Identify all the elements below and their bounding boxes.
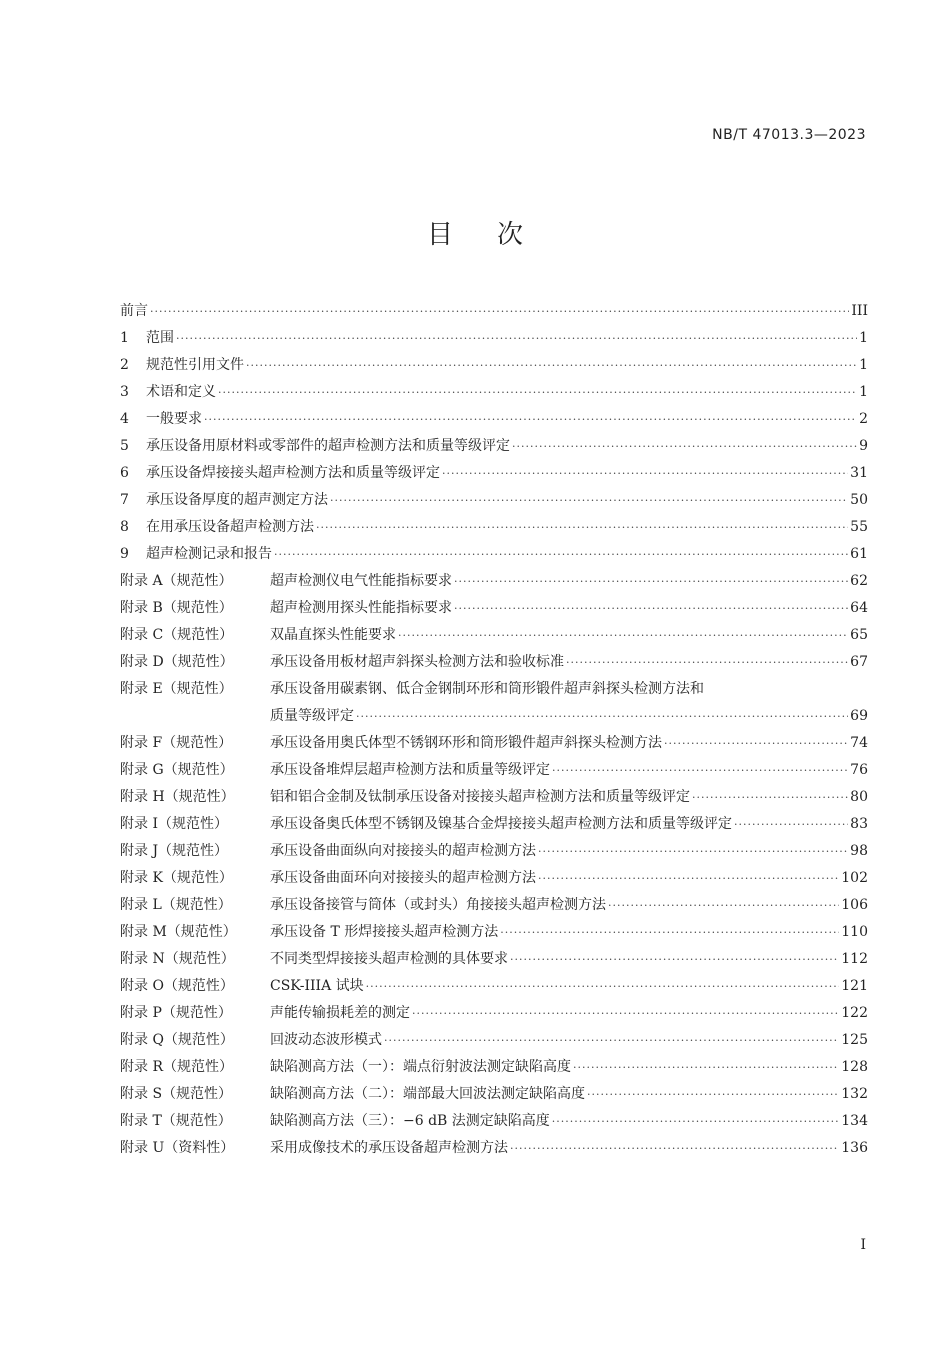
toc-entry-appendix-label: 附录 O（规范性）: [120, 978, 234, 994]
page-title: 目次: [426, 220, 567, 250]
toc-leader-dots: [398, 622, 848, 649]
toc-leader-dots: [664, 730, 848, 757]
page-number: I: [860, 1237, 866, 1253]
toc-entry-page: 121: [841, 978, 868, 994]
toc-entry-appendix-label: 附录 D（规范性）: [120, 654, 234, 670]
toc-entry-number: 6: [120, 465, 129, 481]
toc-entry-page: 110: [841, 924, 868, 940]
toc-entry-page: 132: [841, 1086, 868, 1102]
toc-leader-dots: [734, 811, 848, 838]
toc-entry[interactable]: [120, 379, 868, 406]
toc-entry[interactable]: [120, 757, 868, 784]
toc-entry-page: 102: [841, 870, 868, 886]
toc-leader-dots: [442, 460, 848, 487]
toc-entry-page: 31: [850, 465, 868, 481]
toc-leader-dots: [204, 406, 857, 433]
toc-entry-page: 112: [841, 951, 868, 967]
toc-entry-page: 83: [850, 816, 868, 832]
toc-entry-number: 8: [120, 519, 129, 535]
toc-entry[interactable]: [120, 838, 868, 865]
toc-leader-dots: [538, 865, 839, 892]
toc-entry[interactable]: [120, 298, 868, 325]
toc-entry-title: 承压设备接管与筒体（或封头）角接接头超声检测方法: [270, 897, 606, 913]
toc-leader-dots: [454, 568, 848, 595]
toc-entry-appendix-label: 附录 L（规范性）: [120, 897, 232, 913]
toc-entry-page: 1: [859, 357, 868, 373]
toc-entry-appendix-label: 附录 S（规范性）: [120, 1086, 233, 1102]
toc-entry-title: 承压设备奥氏体型不锈钢及镍基合金焊接接头超声检测方法和质量等级评定: [270, 816, 732, 832]
toc-leader-dots: [316, 514, 848, 541]
toc-entry-page: 1: [859, 330, 868, 346]
toc-leader-dots: [500, 919, 839, 946]
toc-leader-dots: [218, 379, 857, 406]
toc-entry[interactable]: [120, 676, 868, 730]
toc-leader-dots: [510, 1135, 839, 1162]
toc-entry-page: 122: [841, 1005, 868, 1021]
toc-leader-dots: [176, 325, 857, 352]
toc-entry[interactable]: [120, 622, 868, 649]
toc-entry-appendix-label: 附录 J（规范性）: [120, 843, 229, 859]
toc-entry-title: 承压设备曲面纵向对接接头的超声检测方法: [270, 843, 536, 859]
toc-entry-number: 7: [120, 492, 129, 508]
toc-entry-title: 承压设备焊接接头超声检测方法和质量等级评定: [146, 465, 440, 481]
toc-entry-appendix-label: 附录 E（规范性）: [120, 681, 233, 697]
toc-entry[interactable]: [120, 595, 868, 622]
toc-entry-title: 缺陷测高方法（二）：端部最大回波法测定缺陷高度: [270, 1086, 585, 1102]
toc-leader-dots: [384, 1027, 839, 1054]
toc-entry-title: 在用承压设备超声检测方法: [146, 519, 314, 535]
toc-leader-dots: [512, 433, 857, 460]
toc-entry-appendix-label: 附录 R（规范性）: [120, 1059, 233, 1075]
toc-entry-title: 缺陷测高方法（一）：端点衍射波法测定缺陷高度: [270, 1059, 571, 1075]
toc-entry[interactable]: [120, 487, 868, 514]
toc-entry-page: 61: [850, 546, 868, 562]
toc-leader-dots: [608, 892, 839, 919]
toc-entry-title: 术语和定义: [146, 384, 216, 400]
toc-entry[interactable]: [120, 892, 868, 919]
toc-entry[interactable]: [120, 406, 868, 433]
toc-entry[interactable]: [120, 1135, 868, 1162]
toc-entry[interactable]: [120, 730, 868, 757]
toc-entry-appendix-label: 附录 M（规范性）: [120, 924, 237, 940]
toc-entry-title: 承压设备曲面环向对接接头的超声检测方法: [270, 870, 536, 886]
toc-entry-page: 76: [850, 762, 868, 778]
toc-entry-title: 范围: [146, 330, 174, 346]
toc-entry-appendix-label: 附录 G（规范性）: [120, 762, 234, 778]
toc-entry[interactable]: [120, 568, 868, 595]
toc-leader-dots: [573, 1054, 839, 1081]
toc-entry[interactable]: [120, 514, 868, 541]
standard-number: NB/T 47013.3—2023: [712, 127, 866, 143]
toc-entry-appendix-label: 附录 A（规范性）: [120, 573, 233, 589]
toc-entry-title: 一般要求: [146, 411, 202, 427]
toc-entry[interactable]: [120, 1027, 868, 1054]
toc-entry-appendix-label: 附录 F（规范性）: [120, 735, 233, 751]
toc-entry-title: 采用成像技术的承压设备超声检测方法: [270, 1140, 508, 1156]
toc-leader-dots: [246, 352, 857, 379]
toc-entry[interactable]: [120, 919, 868, 946]
toc-entry-number: 2: [120, 357, 129, 373]
toc-entry-appendix-label: 附录 H（规范性）: [120, 789, 235, 805]
toc-entry-appendix-label: 附录 T（规范性）: [120, 1113, 232, 1129]
toc-leader-dots: [692, 784, 848, 811]
toc-entry-appendix-label: 附录 N（规范性）: [120, 951, 235, 967]
toc-entry-title: 承压设备用碳素钢、低合金钢制环形和筒形锻件超声斜探头检测方法和: [270, 681, 704, 697]
toc-entry[interactable]: [120, 1108, 868, 1135]
toc-entry-page: III: [851, 303, 868, 319]
toc-entry-page: 62: [850, 573, 868, 589]
toc-entry-page: 1: [859, 384, 868, 400]
toc-entry-number: 4: [120, 411, 129, 427]
toc-entry-title: 回波动态波形模式: [270, 1032, 382, 1048]
toc-entry-title: 铝和铝合金制及钛制承压设备对接接头超声检测方法和质量等级评定: [270, 789, 690, 805]
toc-entry-title: CSK-IIIA 试块: [270, 978, 364, 994]
toc-entry[interactable]: [120, 325, 868, 352]
toc-leader-dots: [510, 946, 839, 973]
toc-entry-title: 超声检测记录和报告: [146, 546, 272, 562]
toc-entry-number: 9: [120, 546, 129, 562]
toc-entry-title-continued: 质量等级评定: [270, 708, 354, 724]
toc-entry-page: 136: [841, 1140, 868, 1156]
toc-entry[interactable]: [120, 460, 868, 487]
toc-entry-page: 74: [850, 735, 868, 751]
toc-entry-title: 前言: [120, 303, 148, 319]
toc-leader-dots: [552, 757, 848, 784]
toc-entry[interactable]: [120, 1081, 868, 1108]
toc-entry-number: 3: [120, 384, 129, 400]
toc-entry[interactable]: [120, 811, 868, 838]
toc-entry-page: 69: [850, 708, 868, 724]
toc-entry-appendix-label: 附录 U（资料性）: [120, 1140, 235, 1156]
toc-entry-page: 98: [850, 843, 868, 859]
toc-leader-dots: [274, 541, 848, 568]
toc-entry-title: 承压设备用奥氏体型不锈钢环形和筒形锻件超声斜探头检测方法: [270, 735, 662, 751]
toc-entry-page: 134: [841, 1113, 868, 1129]
toc-leader-dots: [366, 973, 840, 1000]
toc-leader-dots: [538, 838, 848, 865]
toc-entry-page: 64: [850, 600, 868, 616]
toc-entry-appendix-label: 附录 Q（规范性）: [120, 1032, 234, 1048]
toc-entry-appendix-label: 附录 I（规范性）: [120, 816, 228, 832]
toc-entry-title: 承压设备 T 形焊接接头超声检测方法: [270, 924, 499, 940]
toc-leader-dots: [330, 487, 848, 514]
toc-entry-title: 承压设备用原材料或零部件的超声检测方法和质量等级评定: [146, 438, 510, 454]
toc-entry-page: 9: [859, 438, 868, 454]
toc-entry-page: 65: [850, 627, 868, 643]
toc-entry[interactable]: [120, 865, 868, 892]
toc-leader-dots: [552, 1108, 839, 1135]
toc-entry[interactable]: [120, 433, 868, 460]
toc-entry-title: 双晶直探头性能要求: [270, 627, 396, 643]
toc-entry-page: 50: [850, 492, 868, 508]
toc-entry-title: 声能传输损耗差的测定: [270, 1005, 410, 1021]
toc-entry[interactable]: [120, 784, 868, 811]
toc-entry-appendix-label: 附录 B（规范性）: [120, 600, 233, 616]
toc-entry-page: 2: [859, 411, 868, 427]
toc-entry-page: 125: [841, 1032, 868, 1048]
toc-entry-title: 缺陷测高方法（三）：−6 dB 法测定缺陷高度: [270, 1113, 550, 1129]
toc-entry-title: 承压设备厚度的超声测定方法: [146, 492, 328, 508]
toc-entry[interactable]: [120, 1000, 868, 1027]
toc-leader-dots: [587, 1081, 839, 1108]
toc-entry[interactable]: [120, 352, 868, 379]
toc-entry-title: 超声检测仪电气性能指标要求: [270, 573, 452, 589]
toc-entry-page: 55: [850, 519, 868, 535]
toc-entry-title: 规范性引用文件: [146, 357, 244, 373]
toc-entry-appendix-label: 附录 K（规范性）: [120, 870, 233, 886]
toc-entry[interactable]: [120, 1054, 868, 1081]
toc-entry[interactable]: [120, 541, 868, 568]
toc-entry-title: 承压设备堆焊层超声检测方法和质量等级评定: [270, 762, 550, 778]
toc-entry-number: 1: [120, 330, 129, 346]
toc-entry-appendix-label: 附录 P（规范性）: [120, 1005, 232, 1021]
toc-entry-page: 106: [841, 897, 868, 913]
table-of-contents: [120, 298, 868, 1162]
toc-entry[interactable]: [120, 946, 868, 973]
toc-entry-title: 不同类型焊接接头超声检测的具体要求: [270, 951, 508, 967]
toc-entry-page: 67: [850, 654, 868, 670]
toc-entry-title: 超声检测用探头性能指标要求: [270, 600, 452, 616]
toc-entry-title: 承压设备用板材超声斜探头检测方法和验收标准: [270, 654, 564, 670]
toc-entry[interactable]: [120, 649, 868, 676]
toc-entry-page: 128: [841, 1059, 868, 1075]
toc-leader-dots: [356, 703, 848, 730]
toc-leader-dots: [412, 1000, 839, 1027]
toc-leader-dots: [150, 298, 849, 325]
toc-leader-dots: [566, 649, 848, 676]
toc-entry-page: 80: [850, 789, 868, 805]
toc-entry-appendix-label: 附录 C（规范性）: [120, 627, 234, 643]
toc-entry[interactable]: [120, 973, 868, 1000]
toc-entry-number: 5: [120, 438, 129, 454]
toc-leader-dots: [454, 595, 848, 622]
